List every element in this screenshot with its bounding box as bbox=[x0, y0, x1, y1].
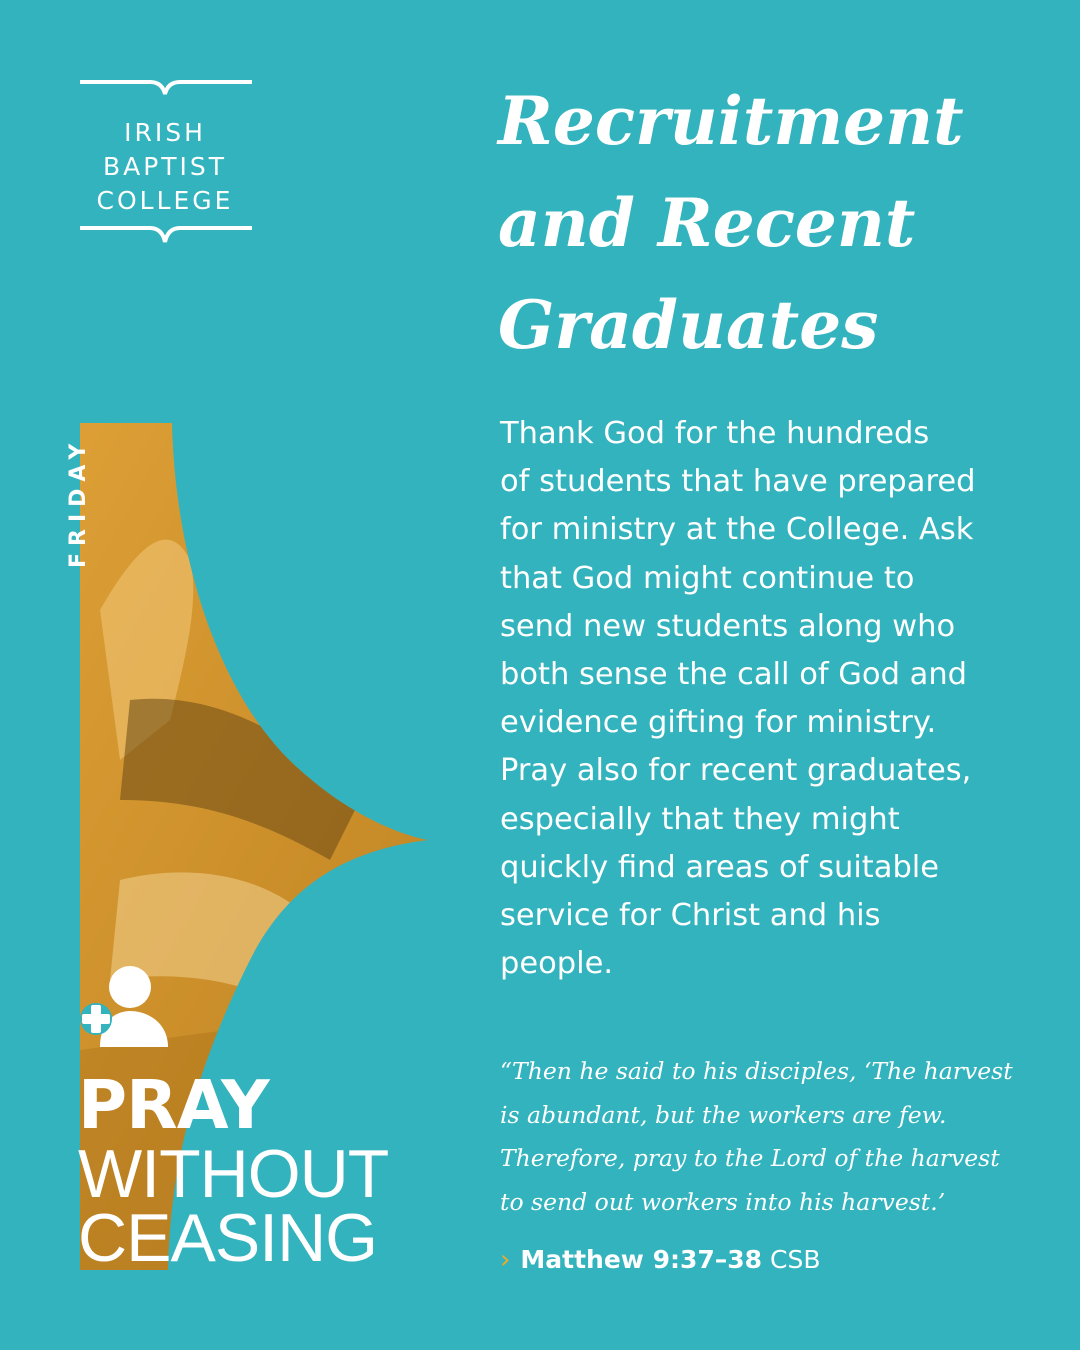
quote-line: is abundant, but the workers are few. bbox=[500, 1100, 947, 1129]
logo-line: IRISH bbox=[124, 118, 206, 147]
title-line: and Recent bbox=[498, 184, 916, 262]
quote-line: Therefore, pray to the Lord of the harvest bbox=[500, 1144, 1000, 1172]
campaign-line-ceasing: CEASING bbox=[78, 1200, 378, 1276]
logo-wordmark bbox=[78, 116, 252, 218]
prayer-body bbox=[500, 410, 1060, 988]
day-label: FRIDAY bbox=[66, 436, 91, 568]
body-line: for ministry at the College. Ask bbox=[500, 512, 974, 548]
campaign-line-pray: PRAY bbox=[78, 1066, 269, 1144]
quote-line: to send out workers into his harvest.’ bbox=[500, 1187, 946, 1216]
scripture-reference bbox=[500, 1240, 821, 1280]
logo-line: BAPTIST bbox=[102, 152, 228, 181]
logo-line: COLLEGE bbox=[96, 186, 234, 215]
page-title bbox=[498, 70, 1058, 376]
body-line: Thank God for the hundreds bbox=[500, 416, 930, 451]
reference-version: CSB bbox=[770, 1245, 821, 1274]
body-line: people. bbox=[500, 946, 614, 982]
body-line: that God might continue to bbox=[500, 560, 915, 596]
body-line: of students that have prepared bbox=[500, 464, 976, 500]
person-plus-icon bbox=[78, 965, 170, 1049]
body-line: evidence gifting for ministry. bbox=[500, 705, 937, 741]
body-line: send new students along who bbox=[500, 608, 956, 644]
body-line: especially that they might bbox=[500, 801, 900, 837]
title-line: Recruitment bbox=[498, 82, 964, 160]
reference-book: Matthew 9:37–38 bbox=[520, 1245, 763, 1274]
title-line: Graduates bbox=[498, 286, 879, 364]
campaign-wordmark bbox=[78, 1066, 389, 1276]
chevron-right-icon: › bbox=[500, 1245, 511, 1275]
body-line: Pray also for recent graduates, bbox=[500, 753, 972, 789]
body-line: service for Christ and his bbox=[500, 898, 881, 934]
body-line: both sense the call of God and bbox=[500, 657, 968, 693]
campaign-line-without: WITHOUT bbox=[78, 1136, 389, 1212]
scripture-quote bbox=[500, 1050, 1060, 1224]
body-line: quickly find areas of suitable bbox=[500, 849, 940, 885]
quote-line: “Then he said to his disciples, ‘The harvest bbox=[500, 1057, 1013, 1085]
college-logo bbox=[78, 78, 256, 253]
